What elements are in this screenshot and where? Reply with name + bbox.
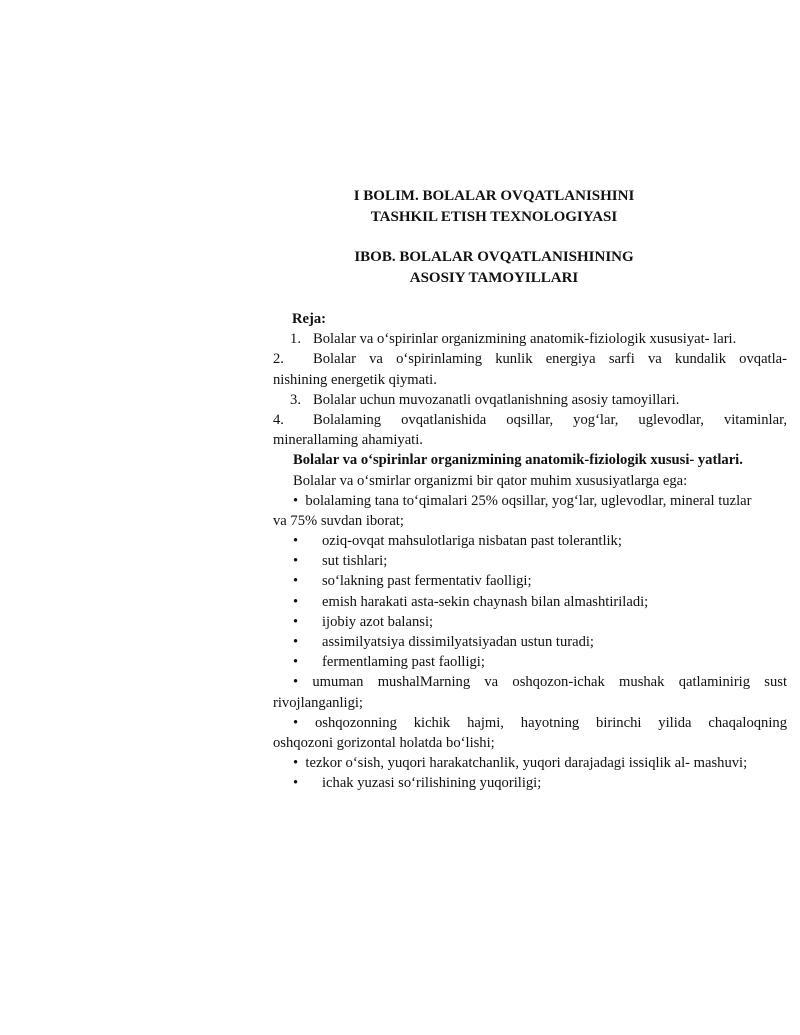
bullet-marker: •: [293, 553, 299, 570]
bullet-item: [273, 531, 787, 551]
bullet-marker: •: [293, 755, 299, 772]
plan-item-text: Bolalar va o‘spirinlar organizmining anatomik-fiziologik xususiyat- lari.: [313, 331, 737, 348]
bullet-marker: •: [293, 714, 299, 731]
plan-item-text: Bolalar va o‘spirinlaming kunlik energiya sarfi va kundalik ovqatla-: [313, 351, 787, 368]
plan-item-continuation: nishining energetik qiymati.: [273, 371, 437, 388]
bullet-text: tezkor o‘sish, yuqori harakatchanlik, yuqori darajadagi issiqlik al- mashuvi;: [305, 755, 748, 772]
bullet-text: ijobiy azot balansi;: [322, 613, 434, 630]
bullet-continuation: va 75% suvdan iborat;: [273, 512, 404, 529]
plan-label: Reja:: [292, 311, 327, 327]
bullet-item: [273, 571, 787, 591]
bullet-marker: •: [293, 775, 299, 792]
bullet-text: oziq-ovqat mahsulotlariga nisbatan past tolerantlik;: [322, 533, 622, 550]
bullet-marker: •: [293, 573, 299, 590]
bullet-item: [273, 652, 787, 672]
plan-item-text: Bolalaming ovqatlanishida oqsillar, yog‘lar, uglevodlar, vitaminlar,: [313, 411, 787, 428]
bullet-text: oshqozonning kichik hajmi, hayotning birinchi yilida chaqaloqning: [314, 714, 788, 731]
bullet-item: [273, 753, 787, 773]
bullet-marker: •: [293, 492, 299, 509]
bullet-continuation: oshqozoni gorizontal holatda bo‘lishi;: [273, 734, 495, 751]
bullet-text: sut tishlari;: [322, 553, 388, 570]
body-text: [273, 309, 787, 794]
bullet-marker: •: [293, 674, 299, 691]
chapter-title-line-2: ASOSIY TAMOYILLARI: [409, 270, 579, 286]
plan-item-continuation: minerallaming ahamiyati.: [273, 432, 423, 449]
part-title: [274, 186, 714, 228]
bullet-text: so‘lakning past fermentativ faolligi;: [322, 573, 532, 590]
part-title-line-2: TASHKIL ETISH TEXNOLOGIYASI: [370, 209, 618, 225]
plan-item-number: 2.: [273, 351, 284, 368]
bullet-text: bolalaming tana to‘qimalari 25% oqsillar, yog‘lar, uglevodlar, mineral tuzlar: [305, 492, 752, 509]
plan-item-text: Bolalar uchun muvozanatli ovqatlanishning asosiy tamoyillari.: [313, 391, 680, 408]
bullet-text: assimilyatsiya dissimilyatsiyadan ustun turadi;: [322, 634, 594, 650]
bullet-item: [273, 551, 787, 571]
bullet-item: [273, 632, 787, 652]
plan-item: [273, 329, 787, 349]
bullet-item: [273, 491, 787, 511]
part-title-line-1: I BOLIM. BOLALAR OVQATLANISHINI: [353, 188, 635, 204]
bullet-item: [273, 672, 787, 692]
bullet-marker: •: [293, 613, 299, 630]
bullet-text: umuman mushalMarning va oshqozon-ichak mushak qatlaminirig sust: [312, 674, 787, 691]
bullet-text: ichak yuzasi so‘rilishining yuqoriligi;: [322, 775, 542, 792]
plan-item: [273, 410, 787, 430]
plan-item: [273, 390, 787, 410]
plan-item: [273, 349, 787, 369]
bullet-marker: •: [293, 634, 299, 650]
bullet-text: emish harakati asta-sekin chaynash bilan almashtiriladi;: [322, 593, 649, 610]
chapter-title-line-1: IBOB. BOLALAR OVQATLANISHINING: [354, 249, 634, 265]
bullet-continuation: rivojlanganligi;: [273, 694, 363, 711]
plan-item-number: 1.: [290, 331, 301, 348]
section-heading: Bolalar va o‘spirinlar organizmining anatomik-fiziologik xususi- yatlari.: [293, 452, 743, 469]
bullet-item: [273, 612, 787, 632]
bullet-marker: •: [293, 533, 299, 550]
bullet-item: [273, 592, 787, 612]
chapter-title: [274, 247, 714, 289]
plan-item-number: 3.: [290, 391, 301, 408]
bullet-marker: •: [293, 593, 299, 610]
bullet-item: [273, 713, 787, 733]
bullet-marker: •: [293, 654, 299, 671]
bullet-item: [273, 773, 787, 793]
bullet-text: fermentlaming past faolligi;: [322, 654, 485, 671]
plan-item-number: 4.: [273, 411, 284, 428]
intro-paragraph: Bolalar va o‘smirlar organizmi bir qator muhim xususiyatlarga ega:: [293, 472, 688, 489]
